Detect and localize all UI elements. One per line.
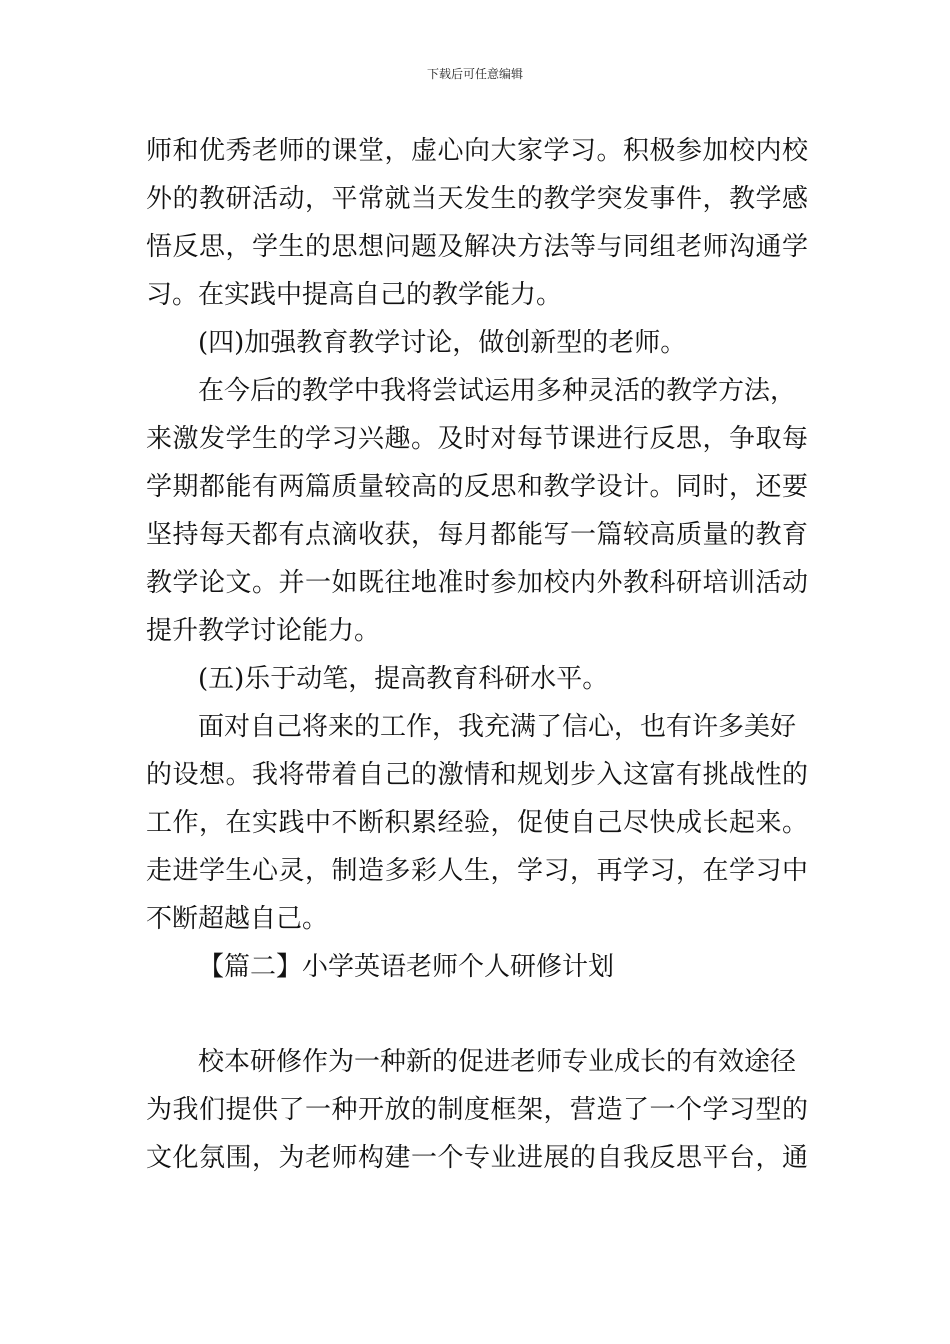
page-header: 下载后可任意编辑 bbox=[426, 67, 523, 81]
document-body bbox=[146, 127, 808, 1182]
paragraph-line: 工作，在实践中不断积累经验，促使自己尽快成长起来。 bbox=[146, 808, 808, 838]
paragraph-line: 来激发学生的学习兴趣。及时对每节课进行反思，争取每 bbox=[146, 424, 808, 454]
paragraph-line: 悟反思，学生的思想问题及解决方法等与同组老师沟通学 bbox=[146, 232, 808, 262]
section-heading: (四)加强教育教学讨论，做创新型的老师。 bbox=[198, 328, 687, 358]
paragraph-line: 提升教学讨论能力。 bbox=[146, 616, 381, 646]
paragraph-line: 走进学生心灵，制造多彩人生，学习，再学习，在学习中 bbox=[146, 856, 808, 886]
paragraph-line: 校本研修作为一种新的促进老师专业成长的有效途径 bbox=[198, 1047, 797, 1077]
paragraph-line: 习。在实践中提高自己的教学能力。 bbox=[146, 280, 563, 310]
section-heading: (五)乐于动笔，提高教育科研水平。 bbox=[198, 664, 609, 694]
paragraph-line: 师和优秀老师的课堂，虚心向大家学习。积极参加校内校 bbox=[146, 136, 808, 166]
paragraph-line: 坚持每天都有点滴收获，每月都能写一篇较高质量的教育 bbox=[146, 520, 808, 550]
paragraph-line: 面对自己将来的工作，我充满了信心，也有许多美好 bbox=[198, 712, 797, 742]
article-title: 【篇二】小学英语老师个人研修计划 bbox=[198, 952, 615, 982]
paragraph-line: 为我们提供了一种开放的制度框架，营造了一个学习型的 bbox=[146, 1095, 808, 1125]
paragraph-line: 学期都能有两篇质量较高的反思和教学设计。同时，还要 bbox=[146, 472, 808, 502]
paragraph-line: 教学论文。并一如既往地准时参加校内外教科研培训活动 bbox=[146, 568, 808, 598]
paragraph-line: 的设想。我将带着自己的激情和规划步入这富有挑战性的 bbox=[146, 760, 808, 790]
paragraph-line: 在今后的教学中我将尝试运用多种灵活的教学方法， bbox=[198, 376, 797, 406]
paragraph-line: 外的教研活动，平常就当天发生的教学突发事件，教学感 bbox=[146, 184, 808, 214]
paragraph-line: 不断超越自己。 bbox=[146, 904, 329, 934]
blank-line bbox=[146, 991, 808, 1038]
paragraph-line: 文化氛围，为老师构建一个专业进展的自我反思平台，通 bbox=[146, 1143, 808, 1173]
